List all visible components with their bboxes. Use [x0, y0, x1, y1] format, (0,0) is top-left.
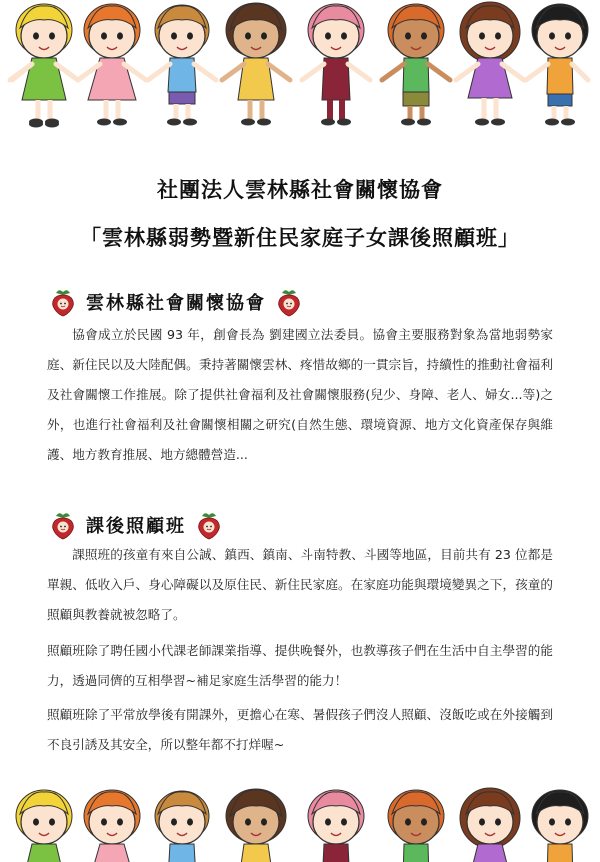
strawberry-badge-icon: [276, 287, 302, 317]
afterschool-paragraph-holidays: 照顧班除了平常放學後有開課外，更擔心在寒、暑假孩子們沒人照顧、沒飯吃或在外接觸到不良引誘及其安全，所以整年都不打烊喔~: [47, 707, 553, 752]
section-heading-label: 雲林縣社會關懷協會: [86, 293, 266, 314]
section-heading-association: [50, 285, 302, 319]
association-paragraph: 協會成立於民國 93 年，創會長為 劉建國立法委員。協會主要服務對象為當地弱勢家庭、新住民以及大陸配偶。秉持著關懷雲林、疼惜故鄉的一貫宗旨，持續性的推動社會福利及社會關懷工作推展。除了提供社會福利及社會關懷服務(兒少、身障、老人、婦女...等)之外，也進行社會福利及社會關懷相關之研究(自然生態、環境資源、地方文化資產保存與維護、地方教育推展、地方總體營造...: [47, 327, 553, 462]
strawberry-badge-icon: [50, 510, 76, 540]
strawberry-badge-icon: [196, 510, 222, 540]
children-banner-top: [0, 0, 600, 135]
children-holding-hands-illustration: [0, 782, 600, 862]
strawberry-badge-icon: [50, 287, 76, 317]
org-title: 社團法人雲林縣社會關懷協會: [157, 178, 443, 202]
afterschool-paragraph-teaching: 照顧班除了聘任國小代課老師課業指導、提供晚餐外，也教導孩子們在生活中自主學習的能力，透過同儕的互相學習~補足家庭生活學習的能力！: [47, 643, 553, 688]
children-banner-bottom: [0, 782, 600, 862]
afterschool-paragraph-intro: 課照班的孩童有來自公誠、鎮西、鎮南、斗南特教、斗國等地區，目前共有 23 位都是單親、低收入戶、身心障礙以及原住民、新住民家庭。在家庭功能與環境變異之下，孩童的照顧與教養就被忽略了。: [47, 547, 553, 622]
program-title: 「雲林縣弱勢暨新住民家庭子女課後照顧班」: [80, 226, 520, 250]
children-holding-hands-illustration: [0, 0, 600, 135]
section-heading-label: 課後照顧班: [86, 516, 186, 537]
section-heading-afterschool: [50, 508, 222, 542]
